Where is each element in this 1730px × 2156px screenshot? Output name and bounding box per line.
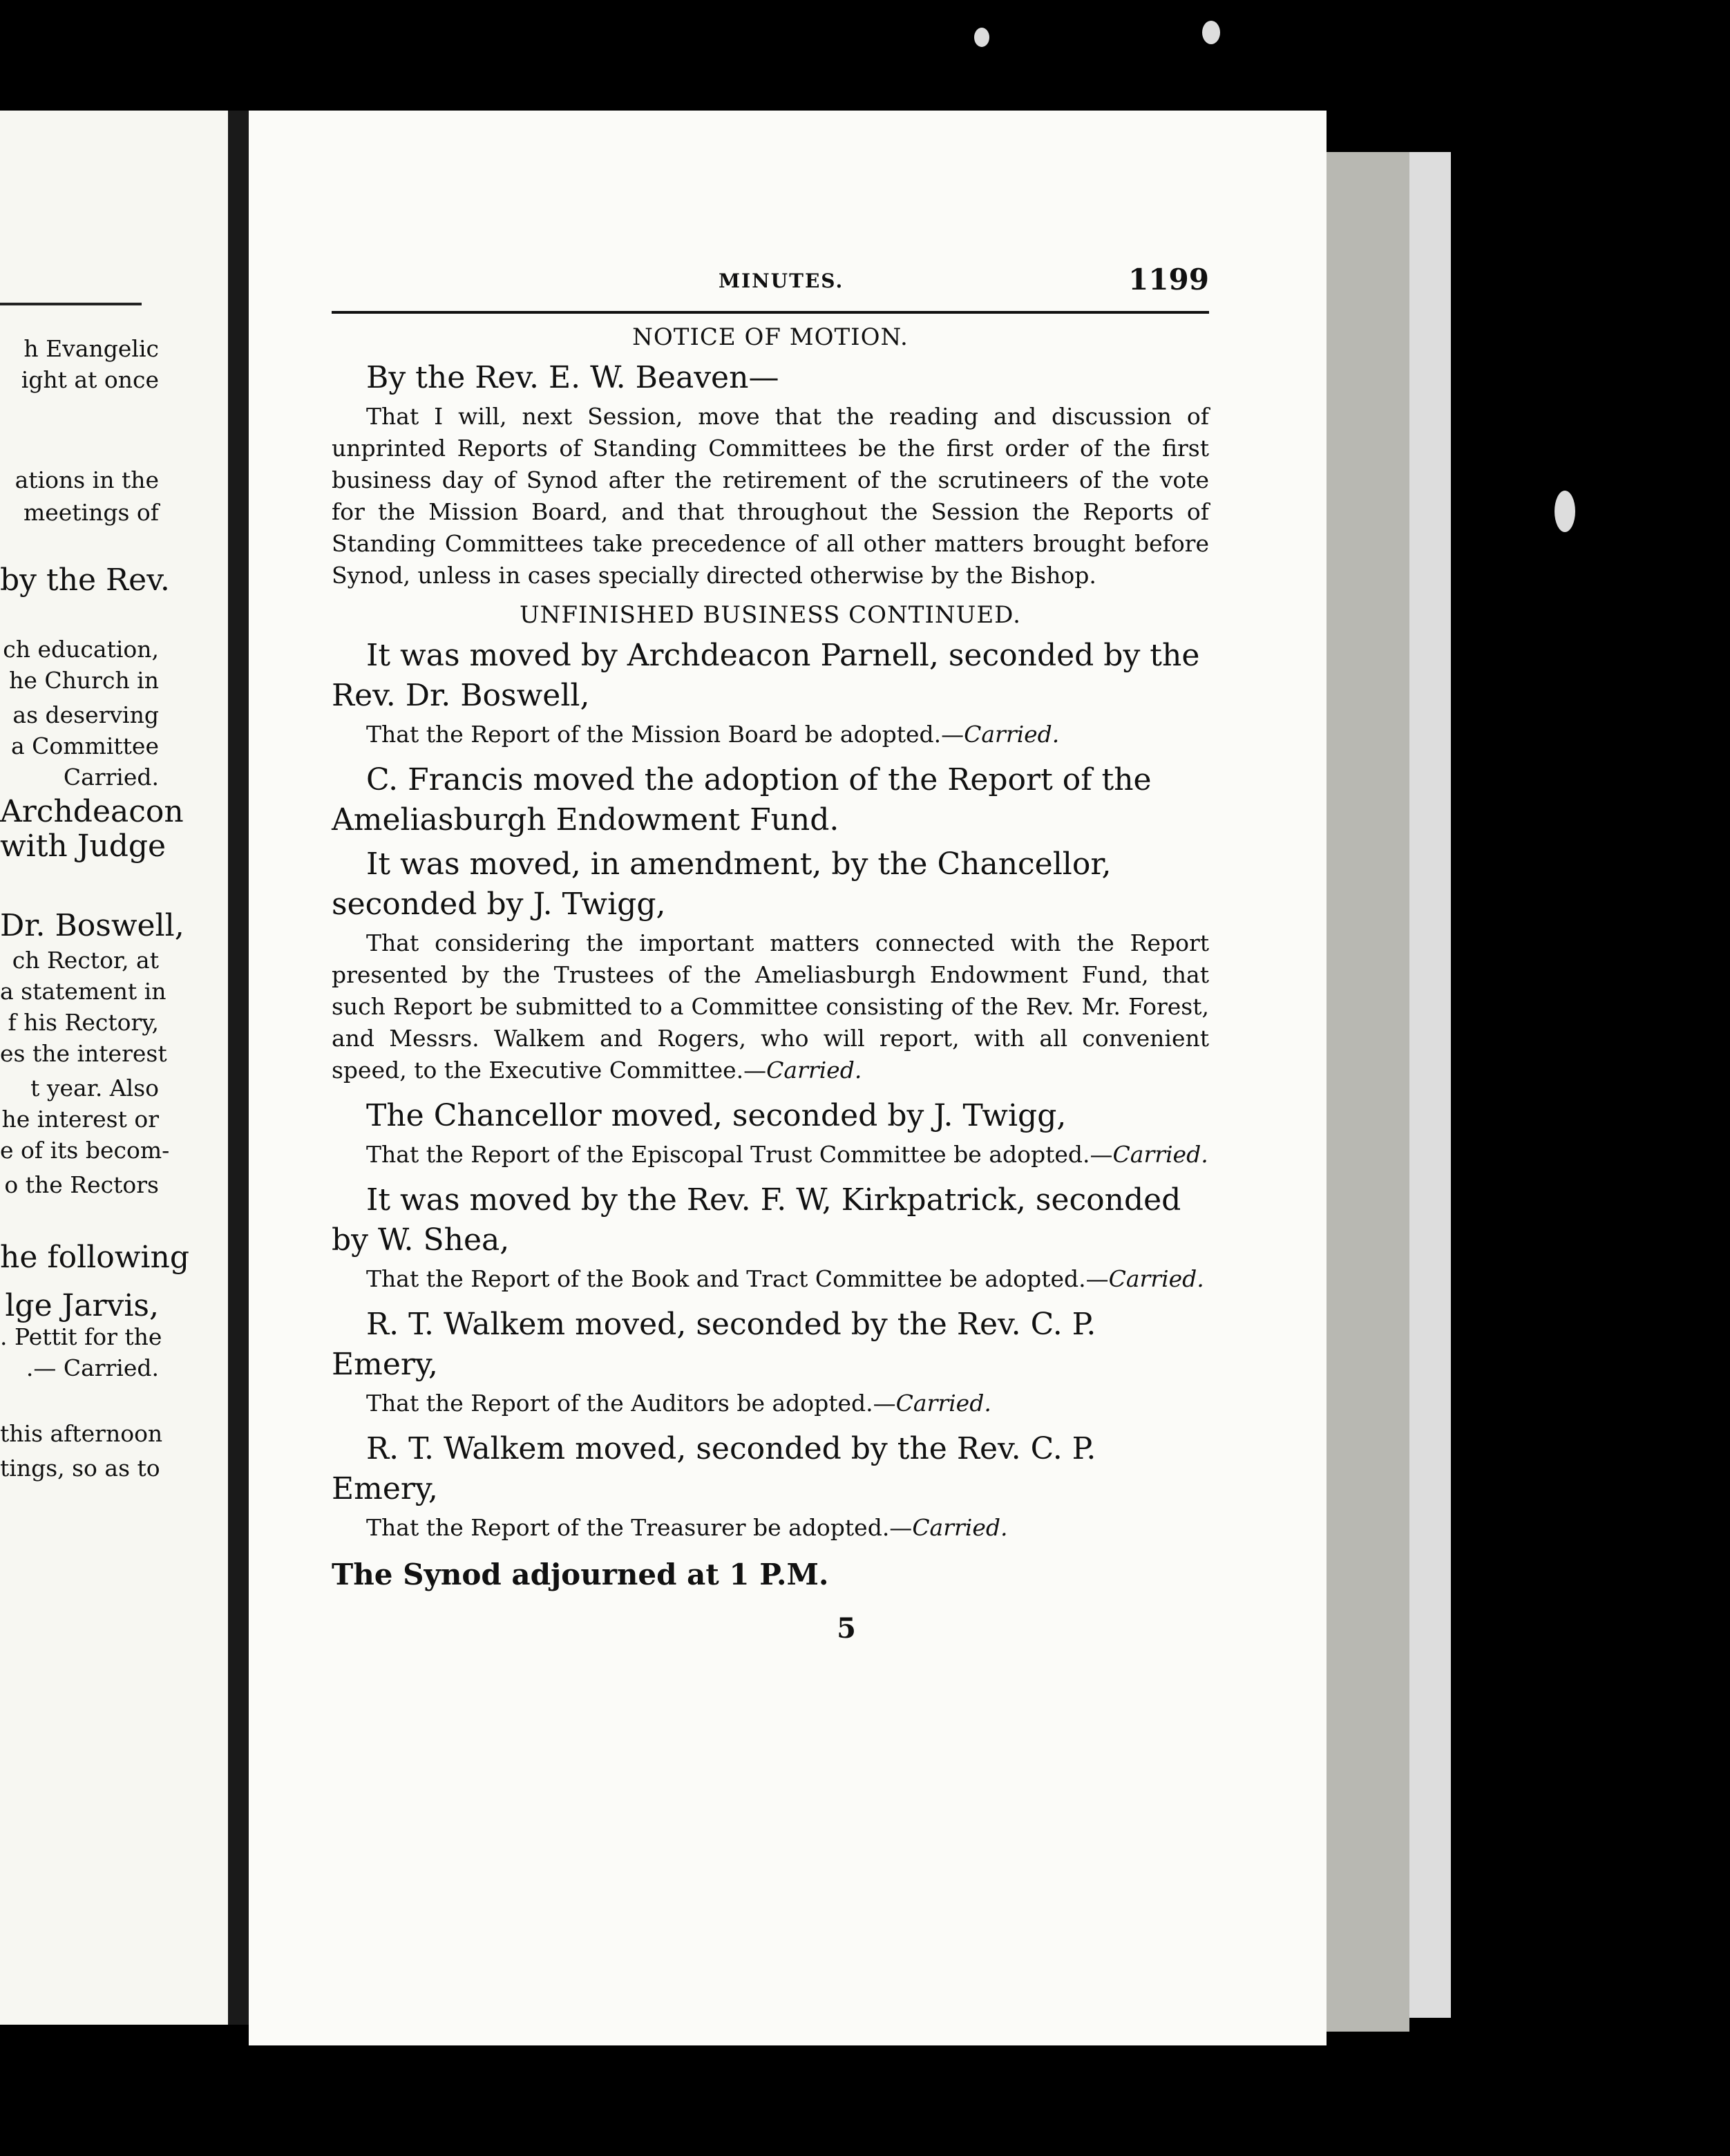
dust-speck — [1202, 21, 1220, 44]
dust-speck — [1555, 491, 1575, 532]
left-page-fragment: h Evangelic — [23, 335, 159, 362]
motion-mover: R. T. Walkem moved, seconded by the Rev. C. P. Emery, — [332, 1431, 1096, 1506]
left-page-fragment: t year. Also — [30, 1075, 159, 1101]
motion-resolution — [332, 927, 1209, 1086]
left-page-fragment: ch education, — [3, 636, 159, 663]
signature-mark: 5 — [837, 1612, 856, 1645]
left-page-fragment: e of its becom- — [0, 1137, 170, 1164]
left-page-fragment: lge Jarvis, — [5, 1288, 159, 1323]
resolution-text: That the Report of the Mission Board be adopted.— — [366, 721, 964, 748]
motion-resolution — [332, 1139, 1209, 1171]
left-page-fragment: ch Rector, at — [12, 947, 159, 974]
resolution-text: That considering the important matters connected with the Report presented by the Trustees of the Ameliasburgh Endowment Fund, that such Report be submitted to a Committee consisting of the Rev. Mr. Forest, and Messrs. Walkem and Rogers, who will report, with all convenient speed, to the Executive Committee.— — [332, 929, 1209, 1084]
notice-mover: By the Rev. E. W. Beaven— — [366, 360, 779, 395]
resolution-text: That the Report of the Treasurer be adopted.— — [366, 1514, 913, 1541]
resolution-result: Carried. — [1108, 1265, 1204, 1292]
left-page-fragment: as deserving — [12, 701, 159, 728]
notice-title: NOTICE OF MOTION. — [632, 323, 909, 351]
left-page-fragment: by the Rev. — [0, 562, 170, 598]
left-page-fragment: Dr. Boswell, — [0, 908, 184, 943]
page-content — [332, 263, 1209, 1645]
resolution-text: That the Report of the Episcopal Trust Committee be adopted.— — [366, 1141, 1113, 1168]
left-page-fragment: tings, so as to — [0, 1455, 160, 1482]
left-page-fragment: a statement in — [0, 978, 167, 1005]
resolution-text: That the Report of the Book and Tract Committee be adopted.— — [366, 1265, 1109, 1292]
notice-text: That I will, next Session, move that the reading and discussion of unprinted Reports of Standing Committees be the first order of the first business day of Synod after the retirement of the scrutineers of the vote for the Mission Board, and that throughout the Session the Reports of Standing Committees take precedence of all other matters brought before Synod, unless in cases specially directed otherwise by the Bishop. — [332, 403, 1209, 589]
left-page-fragment: he following — [0, 1240, 190, 1275]
resolution-result: Carried. — [912, 1514, 1008, 1541]
left-page-fragment: ations in the — [15, 466, 159, 493]
motion-resolution — [332, 1388, 1209, 1419]
motion-mover: The Chancellor moved, seconded by J. Twigg, — [366, 1098, 1067, 1133]
left-page-fragment: a Committee — [10, 732, 159, 759]
adjournment: The Synod adjourned at 1 P.M. — [332, 1558, 829, 1591]
left-page — [0, 111, 228, 2025]
left-page-fragment: ight at once — [21, 366, 159, 393]
left-page-fragment: es the interest — [0, 1040, 167, 1067]
resolution-result: Carried. — [1112, 1141, 1208, 1168]
motion-resolution — [332, 1512, 1209, 1544]
left-page-fragment: Archdeacon — [0, 794, 184, 829]
section-title: UNFINISHED BUSINESS CONTINUED. — [520, 601, 1021, 629]
resolution-result: Carried. — [766, 1057, 862, 1084]
resolution-text: That the Report of the Auditors be adopted.— — [366, 1390, 896, 1417]
left-page-fragment: f his Rectory, — [8, 1009, 159, 1036]
motion-mover: C. Francis moved the adoption of the Report of the Ameliasburgh Endowment Fund. — [332, 762, 1152, 838]
resolution-result: Carried. — [895, 1390, 991, 1417]
motion-mover: It was moved, in amendment, by the Chancellor, seconded by J. Twigg, — [332, 847, 1112, 922]
left-page-fragment: . Pettit for the — [0, 1323, 162, 1350]
left-page-fragment: this afternoon — [0, 1420, 163, 1447]
dust-speck — [974, 28, 989, 47]
left-page-fragment: Carried. — [63, 764, 159, 791]
book-gutter — [228, 111, 249, 2025]
left-page-fragment: meetings of — [23, 499, 159, 526]
left-page-fragment: he interest or — [1, 1106, 159, 1133]
left-page-fragment: with Judge — [0, 829, 167, 864]
page-header — [332, 263, 1209, 304]
left-page-fragment: o the Rectors — [4, 1171, 159, 1198]
left-page-rule — [0, 303, 142, 305]
motion-resolution — [332, 719, 1209, 750]
left-page-fragment: .— Carried. — [26, 1354, 159, 1381]
resolution-result: Carried. — [964, 721, 1060, 748]
left-page-fragment: he Church in — [9, 667, 159, 694]
page-edges — [1327, 152, 1409, 2032]
right-page — [249, 111, 1327, 2045]
header-rule — [332, 311, 1209, 314]
motions-list — [332, 636, 1209, 1544]
motion-mover: It was moved by Archdeacon Parnell, seconded by the Rev. Dr. Boswell, — [332, 638, 1200, 713]
page-number: 1199 — [1128, 263, 1209, 296]
page-edges-outer — [1409, 152, 1451, 2018]
motion-resolution — [332, 1263, 1209, 1295]
motion-mover: R. T. Walkem moved, seconded by the Rev. C. P. Emery, — [332, 1307, 1096, 1382]
running-head: MINUTES. — [719, 270, 844, 292]
motion-mover: It was moved by the Rev. F. W, Kirkpatrick, seconded by W. Shea, — [332, 1182, 1181, 1258]
